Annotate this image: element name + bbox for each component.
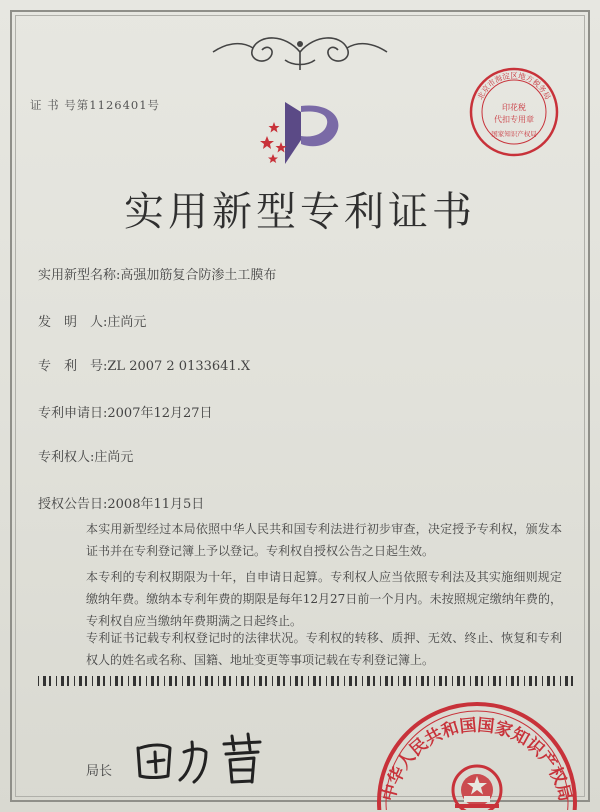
barcode-bar	[349, 676, 352, 686]
small-seal-bottom-text: 国家知识产权局	[491, 130, 537, 138]
field-value: 庄尚元	[107, 315, 147, 330]
certificate-title: 实用新型专利证书	[124, 189, 476, 235]
barcode-bar	[151, 676, 154, 686]
barcode-bar	[259, 676, 262, 686]
field-utility-model-name	[38, 264, 276, 283]
barcode-bar	[115, 676, 118, 686]
field-application-date	[38, 402, 213, 421]
barcode-bar	[200, 676, 201, 686]
field-label: 专 利 号:	[38, 359, 108, 374]
barcode-bar	[79, 676, 82, 686]
barcode-bar	[295, 676, 298, 686]
barcode-bar	[283, 676, 285, 686]
barcode-bar	[236, 676, 237, 686]
barcode-bar	[92, 676, 93, 686]
barcode-bar	[128, 676, 129, 686]
decorative-ornament	[205, 30, 395, 74]
body-paragraph-2: 本专利的专利权期限为十年，自申请日起算。专利权人应当依照专利法及其实施细则规定缴纳年费。缴纳本专利年费的期限是每年12月27日前一个月内。未按照规定缴纳年费的，专利权自应当缴纳年费期满之日起终止。	[86, 570, 562, 628]
barcode-bar	[308, 676, 309, 686]
official-seal-text: 中华人民共和国国家知识产权局	[379, 715, 575, 804]
barcode-bar	[229, 676, 231, 686]
barcode-bar	[355, 676, 357, 686]
barcode-bar	[169, 676, 172, 686]
field-value: 庄尚元	[94, 450, 134, 465]
official-seal-stamp	[372, 680, 582, 810]
barcode-bar	[175, 676, 177, 686]
tax-seal-stamp	[468, 66, 560, 158]
barcode-bar	[223, 676, 226, 686]
barcode-bar	[205, 676, 208, 686]
field-label: 专利权人:	[38, 450, 95, 465]
field-label: 授权公告日:	[38, 497, 108, 512]
field-label: 发 明 人:	[38, 315, 108, 330]
field-value: 2007年12月27日	[107, 406, 213, 421]
barcode-bar	[337, 676, 339, 686]
barcode-bar	[277, 676, 280, 686]
barcode-bar	[43, 676, 46, 686]
field-patent-number	[38, 355, 250, 374]
barcode-bar	[187, 676, 190, 686]
field-value: ZL 2007 2 0133641.X	[107, 359, 251, 374]
barcode-bar	[110, 676, 111, 686]
small-seal-inner-line1: 印花税	[502, 103, 526, 112]
small-seal-arc-text: 北京市海淀区地方税务局	[475, 71, 553, 101]
barcode-bar	[211, 676, 213, 686]
body-paragraph-1: 本实用新型经过本局依照中华人民共和国专利法进行初步审查，决定授予专利权，颁发本证书并在专利登记簿上予以登记。专利权自授权公告之日起生效。	[86, 522, 562, 558]
barcode-bar	[164, 676, 165, 686]
barcode-bar	[301, 676, 303, 686]
field-inventor	[38, 311, 146, 330]
barcode-bar	[182, 676, 183, 686]
barcode-bar	[74, 676, 75, 686]
barcode-bar	[344, 676, 345, 686]
certificate-number: 证 书 号第1126401号	[30, 98, 161, 112]
field-patentee	[38, 446, 133, 465]
field-label: 实用新型名称:	[38, 268, 121, 283]
director-signature	[128, 726, 278, 788]
field-grant-announcement-date	[38, 493, 204, 512]
barcode-bar	[326, 676, 327, 686]
barcode-bar	[146, 676, 147, 686]
barcode-bar	[85, 676, 87, 686]
barcode-bar	[97, 676, 100, 686]
barcode-bar	[331, 676, 334, 686]
national-emblem-icon	[453, 766, 501, 810]
barcode-bar	[362, 676, 363, 686]
barcode-bar	[247, 676, 249, 686]
barcode-bar	[103, 676, 105, 686]
barcode-bar	[121, 676, 123, 686]
barcode-bar	[254, 676, 255, 686]
barcode-bar	[367, 676, 370, 686]
barcode-bar	[133, 676, 136, 686]
barcode-bar	[56, 676, 57, 686]
barcode-bar	[139, 676, 141, 686]
field-value: 高强加筋复合防渗土工膜布	[120, 268, 277, 283]
barcode-bar	[218, 676, 219, 686]
barcode-bar	[265, 676, 267, 686]
signature-label: 局长	[86, 764, 113, 779]
body-paragraph-3: 专利证书记载专利权登记时的法律状况。专利权的转移、质押、无效、终止、恢复和专利权人的姓名或名称、国籍、地址变更等事项记载在专利登记簿上。	[86, 631, 562, 667]
barcode-bar	[193, 676, 195, 686]
barcode-bar	[157, 676, 159, 686]
barcode-bar	[290, 676, 291, 686]
barcode-bar	[49, 676, 51, 686]
patent-office-emblem-icon	[255, 92, 355, 172]
barcode-bar	[272, 676, 273, 686]
small-seal-inner-line2: 代扣专用章	[494, 115, 534, 124]
field-value: 2008年11月5日	[107, 497, 205, 512]
barcode-bar	[61, 676, 64, 686]
field-label: 专利申请日:	[38, 406, 108, 421]
barcode-bar	[319, 676, 321, 686]
barcode-bar	[67, 676, 69, 686]
barcode-bar	[241, 676, 244, 686]
barcode-bar	[38, 676, 39, 686]
barcode-bar	[313, 676, 316, 686]
